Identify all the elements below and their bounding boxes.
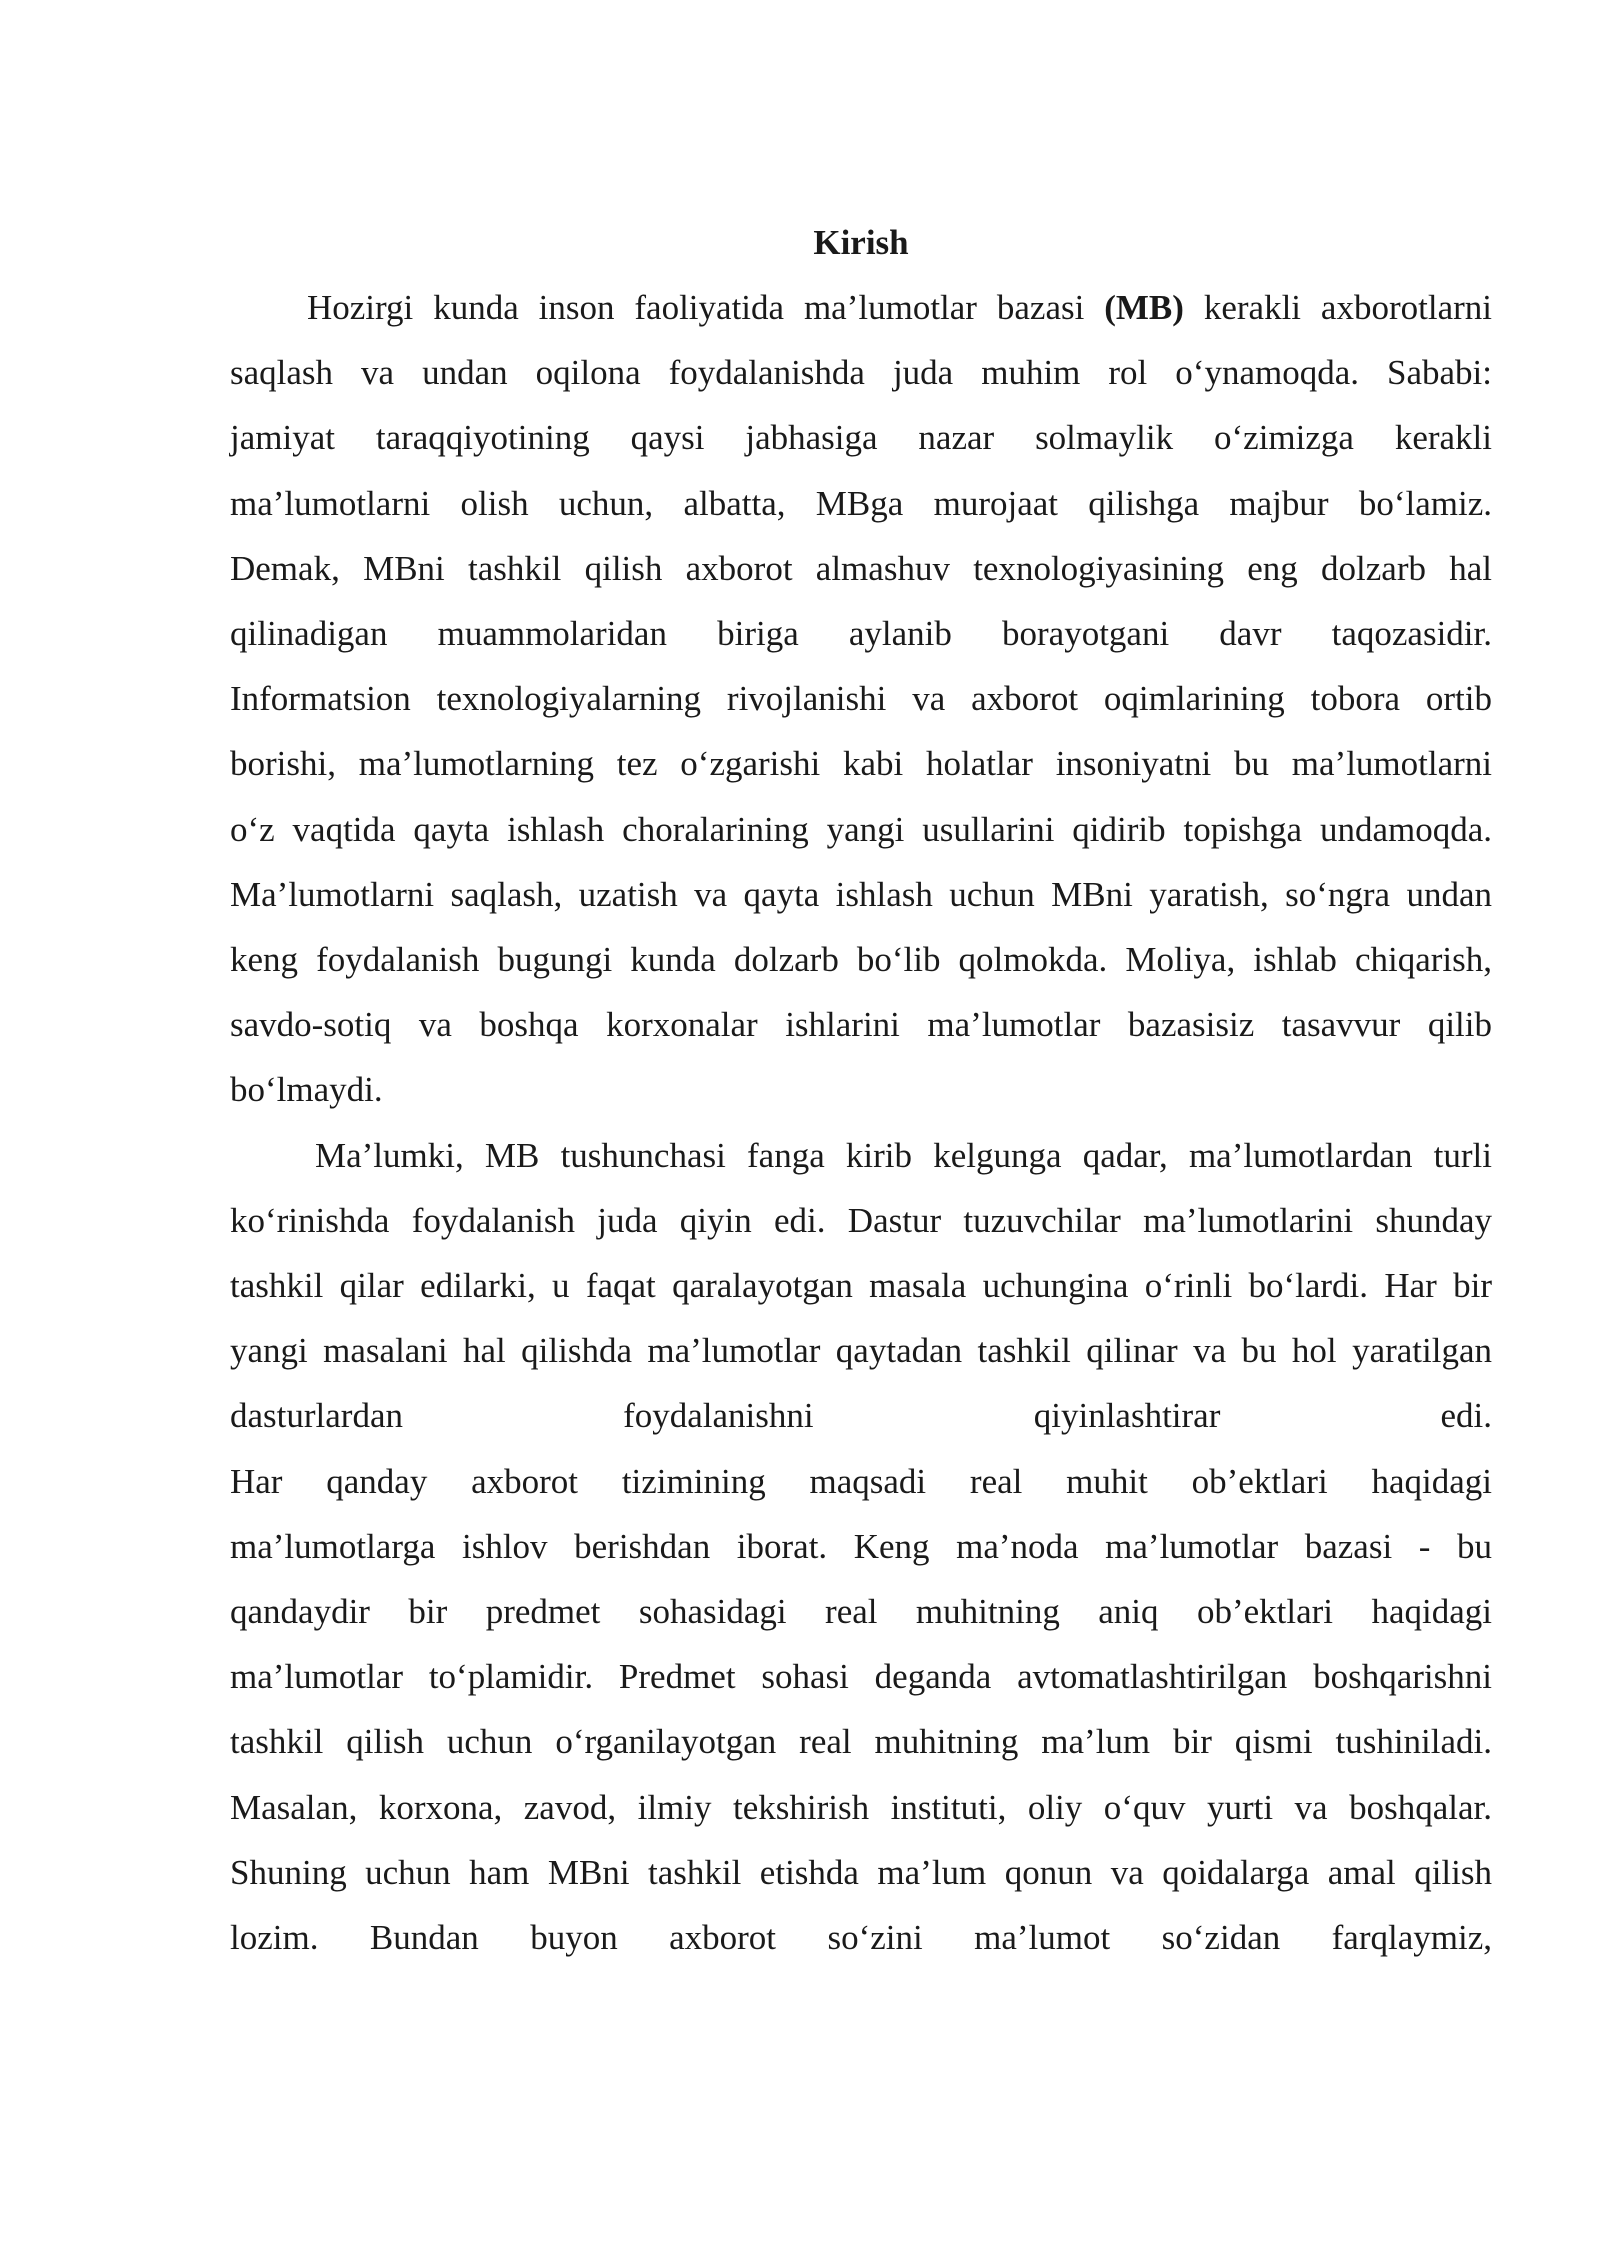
paragraph-line: ko‘rinishda foydalanish juda qiyin edi. Dastur tuzuvchilar ma’lumotlarini shunday xyxy=(230,1200,1492,1240)
paragraph-line: Informatsion texnologiyalarning rivojlanishi va axborot oqimlarining tobora ortib xyxy=(230,679,1492,719)
paragraph-line: Masalan, korxona, zavod, ilmiy tekshirish instituti, oliy o‘quv yurti va boshqalar. xyxy=(230,1787,1492,1827)
paragraph-line: tashkil qilar edilarki, u faqat qaralayotgan masala uchungina o‘rinli bo‘lardi. Har bir xyxy=(230,1266,1492,1306)
paragraph-line: keng foydalanish bugungi kunda dolzarb bo‘lib qolmokda. Moliya, ishlab chiqarish, xyxy=(230,940,1492,980)
paragraph-2 xyxy=(230,1123,1492,1449)
paragraph-line: ma’lumotlar to‘plamidir. Predmet sohasi deganda avtomatlashtirilgan boshqarishni xyxy=(230,1657,1492,1697)
paragraph-line: bo‘lmaydi. xyxy=(230,1070,383,1110)
paragraph-line: qilinadigan muammolaridan biriga aylanib borayotgani davr taqozasidir. xyxy=(230,614,1492,654)
paragraph-line: Demak, MBni tashkil qilish axborot almashuv texnologiyasining eng dolzarb hal xyxy=(230,548,1492,588)
paragraph-line: Har qanday axborot tizimining maqsadi real muhit ob’ektlari haqidagi xyxy=(230,1461,1492,1501)
paragraph-line: saqlash va undan oqilona foydalanishda juda muhim rol o‘ynamoqda. Sababi: xyxy=(230,353,1492,393)
paragraph-line: ma’lumotlarni olish uchun, albatta, MBga murojaat qilishga majbur bo‘lamiz. xyxy=(230,483,1492,523)
paragraph-line: dasturlardan foydalanishni qiyinlashtirar edi. xyxy=(230,1396,1492,1436)
paragraph-line: Ma’lumki, MB tushunchasi fanga kirib kelgunga qadar, ma’lumotlardan turli xyxy=(315,1135,1492,1175)
paragraph-line: jamiyat taraqqiyotining qaysi jabhasiga nazar solmaylik o‘zimizga kerakli xyxy=(230,418,1492,458)
paragraph-line: qandaydir bir predmet sohasidagi real muhitning aniq ob’ektlari haqidagi xyxy=(230,1592,1492,1632)
paragraph-line: savdo-sotiq va boshqa korxonalar ishlarini ma’lumotlar bazasisiz tasavvur qilib xyxy=(230,1005,1492,1045)
paragraph-line: tashkil qilish uchun o‘rganilayotgan real muhitning ma’lum bir qismi tushiniladi. xyxy=(230,1722,1492,1762)
paragraph-1 xyxy=(230,275,1492,1123)
paragraph-line: Shuning uchun ham MBni tashkil etishda ma’lum qonun va qoidalarga amal qilish xyxy=(230,1852,1492,1892)
paragraph-line: ma’lumotlarga ishlov berishdan iborat. Keng ma’noda ma’lumotlar bazasi - bu xyxy=(230,1526,1492,1566)
paragraph-line: Ma’lumotlarni saqlash, uzatish va qayta ishlash uchun MBni yaratish, so‘ngra undan xyxy=(230,874,1492,914)
paragraph-line: Hozirgi kunda inson faoliyatida ma’lumotlar bazasi (MB) kerakli axborotlarni xyxy=(307,288,1492,327)
document-body xyxy=(230,210,1492,1970)
paragraph-line: borishi, ma’lumotlarning tez o‘zgarishi kabi holatlar insoniyatni bu ma’lumotlarni xyxy=(230,744,1492,784)
paragraph-line: lozim. Bundan buyon axborot so‘zini ma’lumot so‘zidan farqlaymiz, xyxy=(230,1918,1492,1958)
paragraph-line: yangi masalani hal qilishda ma’lumotlar qaytadan tashkil qilinar va bu hol yaratilgan xyxy=(230,1331,1492,1371)
page-title: Kirish xyxy=(813,223,909,262)
paragraph-line: o‘z vaqtida qayta ishlash choralarining yangi usullarini qidirib topishga undamoqda. xyxy=(230,809,1492,849)
paragraph-3 xyxy=(230,1449,1492,1971)
bold-abbreviation: (MB) xyxy=(1104,288,1184,327)
